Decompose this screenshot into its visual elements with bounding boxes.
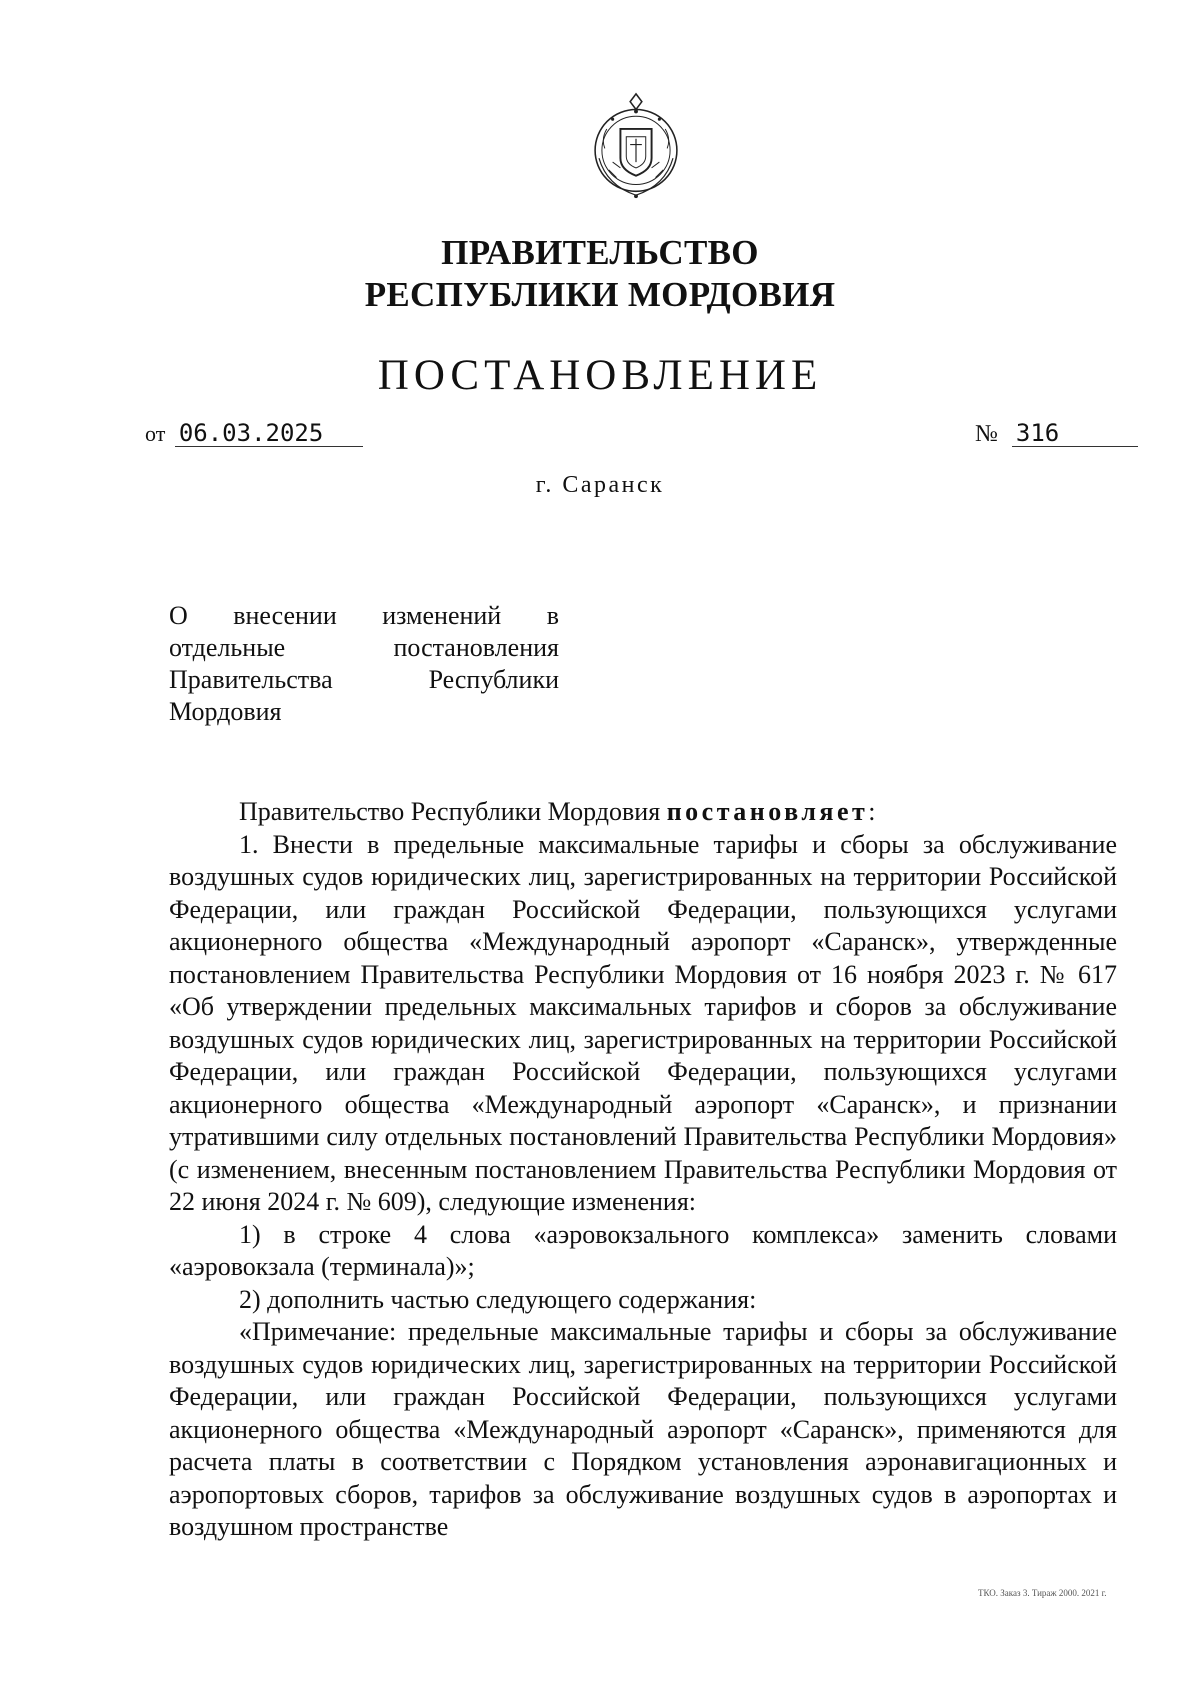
paragraph-4: «Примечание: предельные максимальные тарифы и сборы за обслуживание воздушных судов юридических лиц, зарегистрированных на территории Российской Федерации, или граждан Российской Федерации, пользующихся услугами акционерного общества «Международный аэропорт «Саранск», применяются для расчета платы в соответствии с Порядком установления аэронавигационных и аэропортовых сборов, тарифов за обслуживание воздушных судов в аэропортах и воздушном пространстве <box>169 1317 1117 1541</box>
org-line-2: РЕСПУБЛИКИ МОРДОВИЯ <box>364 275 836 314</box>
coat-of-arms-emblem <box>587 90 685 202</box>
date-prefix: от <box>145 421 166 446</box>
subject-word: внесении <box>233 601 337 630</box>
date-row <box>145 420 363 447</box>
subject-word: Республики <box>428 665 559 694</box>
number-prefix: № <box>975 421 998 447</box>
intro-verb: постановляет <box>666 797 869 826</box>
subject-line-1 <box>169 600 559 632</box>
intro-colon: : <box>868 797 876 826</box>
paragraph-1: 1. Внести в предельные максимальные тарифы и сборы за обслуживание воздушных судов юридических лиц, зарегистрированных на территории Российской Федерации, или граждан Российской Федерации, пользующихся услугами акционерного общества «Международный аэропорт «Саранск», утвержденные постановлением Правительства Республики Мордовия от 16 ноября 2023 г. № 617 «Об утверждении предельных максимальных тарифов и сборов за обслуживание воздушных судов юридических лиц, зарегистрированных на территории Российской Федерации, или граждан Российской Федерации, пользующихся услугами акционерного общества «Международный аэропорт «Саранск», и признании утратившими силу отдельных постановлений Правительства Республики Мордовия» (с изменением, внесенным постановлением Правительства Республики Мордовия от 22 июня 2024 г. № 609), следующие изменения: <box>169 829 1117 1216</box>
subject-word: Правительства <box>169 665 333 694</box>
org-line-1: ПРАВИТЕЛЬСТВО <box>441 233 759 272</box>
document-type-title: ПОСТАНОВЛЕНИЕ <box>377 352 823 399</box>
document-body <box>169 796 1117 1544</box>
subject-word: О <box>169 601 188 630</box>
subject-word: в <box>546 601 559 630</box>
organization-name <box>0 232 1200 316</box>
subject-line-3 <box>169 664 559 696</box>
subject-word: изменений <box>382 601 502 630</box>
document-date: 06.03.2025 <box>175 420 363 447</box>
number-row <box>975 420 1138 448</box>
paragraph-2: 1) в строке 4 слова «аэровокзального комплекса» заменить словами «аэровокзала (терминала)»; <box>169 1219 1117 1281</box>
city: г. Саранск <box>535 472 665 498</box>
intro-paragraph <box>169 796 1117 829</box>
subject-word: отдельные <box>169 633 286 662</box>
subject-line-2 <box>169 632 559 664</box>
print-mark: ТКО. Заказ 3. Тираж 2000. 2021 г. <box>978 1588 1107 1598</box>
document-number: 316 <box>1012 420 1138 447</box>
subject-line-4 <box>169 696 559 728</box>
subject-word: постановления <box>393 633 559 662</box>
intro-text: Правительство Республики Мордовия <box>239 797 661 826</box>
paragraph-3: 2) дополнить частью следующего содержания: <box>239 1284 757 1314</box>
document-subject <box>169 600 559 728</box>
subject-word: Мордовия <box>169 697 282 726</box>
